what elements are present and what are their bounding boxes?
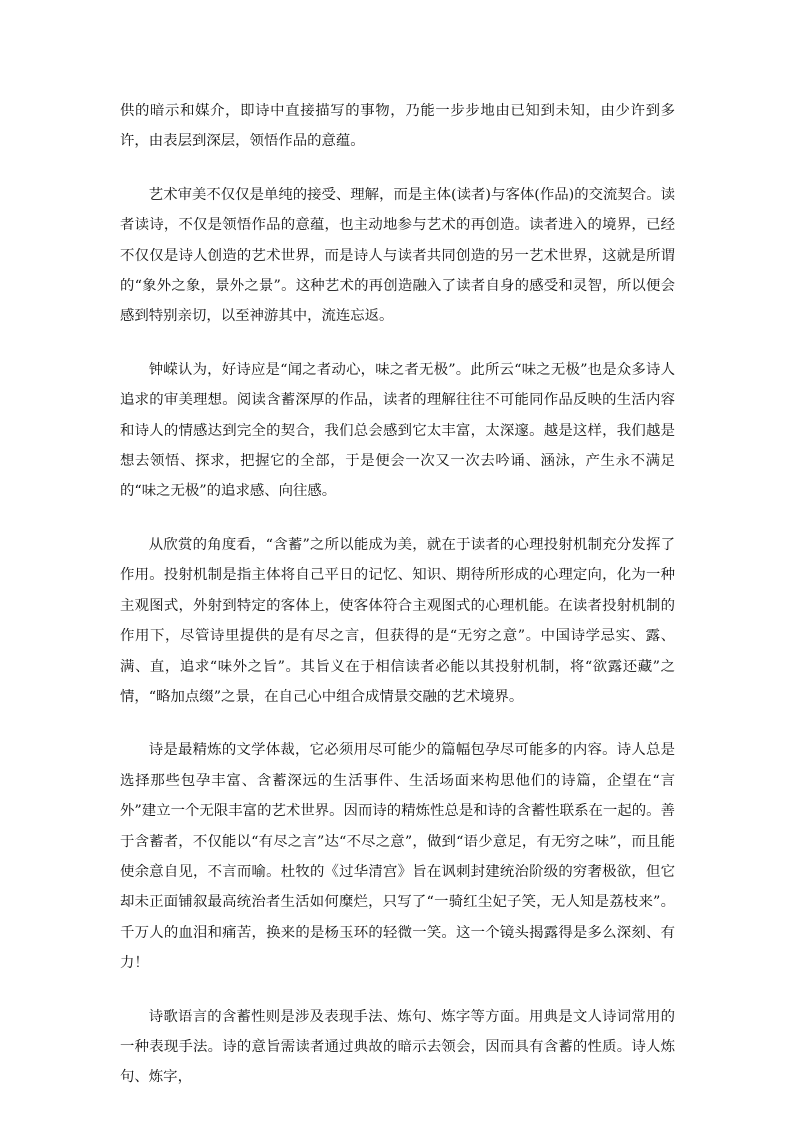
paragraph-6: 诗歌语言的含蓄性则是涉及表现手法、炼句、炼字等方面。用典是文人诗词常用的一种表现手法。诗的意旨需读者通过典故的暗示去领会，因而具有含蓄的性质。诗人炼句、炼字，	[120, 1008, 675, 1086]
paragraph-4: 从欣赏的角度看，“含蓄”之所以能成为美，就在于读者的心理投射机制充分发挥了作用。投射机制是指主体将自己平日的记忆、知识、期待所形成的心理定向，化为一种主观图式，外射到特定的客体上，使客体符合主观图式的心理机能。在读者投射机制的作用下，尽管诗里提供的是有尽之言，但获得的是“无穷之意”。中国诗学忌实、露、满、直，追求“味外之旨”。其旨义在于相信读者必能以其投射机制，将“欲露还藏”之情，“略加点缀”之景，在自己心中组合成情景交融的艺术境界。	[120, 536, 675, 705]
paragraph-5: 诗是最精炼的文学体裁，它必须用尽可能少的篇幅包孕尽可能多的内容。诗人总是选择那些包孕丰富、含蓄深远的生活事件、生活场面来构思他们的诗篇，企望在“言外”建立一个无限丰富的艺术世界。因而诗的精炼性总是和诗的含蓄性联系在一起的。善于含蓄者，不仅能以“有尽之言”达“不尽之意”，做到“语少意足，有无穷之味”，而且能使余意自见，不言而喻。杜牧的《过华清宫》旨在讽刺封建统治阶级的穷奢极欲，但它却未正面铺叙最高统治者生活如何糜烂，只写了“一骑红尘妃子笑，无人知是荔枝来”。千万人的血泪和痛苦，换来的是杨玉环的轻微一笑。这一个镜头揭露得是多么深刻、有力！	[120, 742, 675, 972]
document-page	[120, 96, 675, 1116]
paragraph-3: 钟嵘认为，好诗应是“闻之者动心，味之者无极”。此所云“味之无极”也是众多诗人追求的审美理想。阅读含蓄深厚的作品，读者的理解往往不可能同作品反映的生活内容和诗人的情感达到完全的契合，我们总会感到它太丰富，太深邃。越是这样，我们越是想去领悟、探求，把握它的全部，于是便会一次又一次去吟诵、涵泳，产生永不满足的“味之无极”的追求感、向往感。	[120, 361, 675, 500]
paragraph-2: 艺术审美不仅仅是单纯的接受、理解，而是主体(读者)与客体(作品)的交流契合。读者读诗，不仅是领悟作品的意蕴，也主动地参与艺术的再创造。读者进入的境界，已经不仅仅是诗人创造的艺术世界，而是诗人与读者共同创造的另一艺术世界，这就是所谓的“象外之象，景外之景”。这种艺术的再创造融入了读者自身的感受和灵智，所以便会感到特别亲切，以至神游其中，流连忘返。	[120, 186, 675, 325]
paragraph-1: 供的暗示和媒介，即诗中直接描写的事物，乃能一步步地由已知到未知，由少许到多许，由表层到深层，领悟作品的意蕴。	[120, 103, 675, 150]
